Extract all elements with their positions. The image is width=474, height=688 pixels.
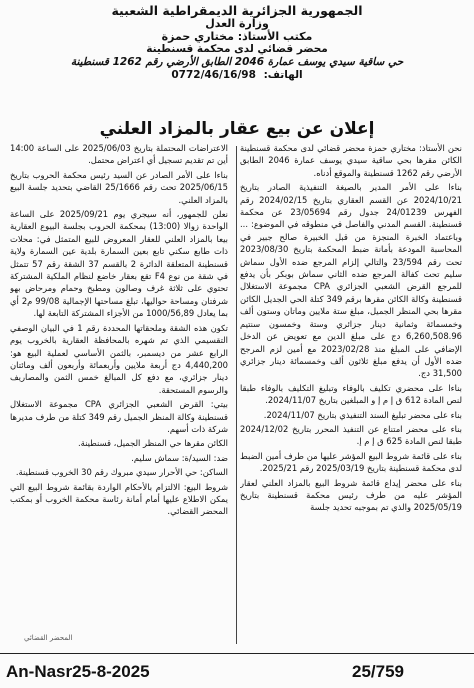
phone-label: الهاتف: — [263, 69, 303, 81]
paragraph: بناءا على محضري تكليف بالوفاء وتبليغ التكليف بالوفاء طبقا لنص المادة 612 ق إ م إ و المبلغين بتاريخ 2024/11/07. — [240, 382, 462, 406]
publication-footer — [0, 653, 474, 688]
paragraph: بيتي: القرض الشعبي الجزائري CPA مجموعة الاستغلال قسنطينة وكالة المنظر الجميل رقم 349 كتلة من طرف مديرها شركة ذات أسهم. — [10, 399, 228, 434]
court-header — [0, 4, 474, 82]
column-divider — [236, 146, 237, 644]
left-column-text — [10, 142, 228, 648]
office-name: مكتب الأستاذ: مختاري حمزة — [161, 30, 313, 43]
ministry-name: وزارة العدل — [205, 17, 269, 30]
paragraph: شروط البيع: الالتزام بالأحكام الواردة بقائمة شروط البيع التي يمكن الاطلاع عليها أمام أمانة رئاسة محكمة الخروب أو بمكتب المحضر القضائي. — [10, 481, 228, 517]
newspaper-date: An-Nasr25-8-2025 — [6, 662, 150, 681]
paragraph: بناء على محضر تبليغ السند التنفيذي بتاريخ 2024/11/07. — [263, 409, 462, 420]
notice-title: إعلان عن بيع عقار بالمزاد العلني — [99, 119, 375, 139]
paragraph: بناء على محضر امتناع عن التنفيذ المحرر بتاريخ 2024/12/02 طبقا لنص المادة 625 ق إ م إ. — [240, 423, 462, 447]
paragraph: الاعتراضات المحتملة بتاريخ 2025/06/03 على الساعة 14:00 أين تم تقديم تسجيل أي اعتراض محتمل. — [10, 143, 228, 166]
notice-number: 25/759 — [352, 662, 404, 681]
paragraph: ضد: السيد/ة: سماش سليم. — [131, 452, 228, 463]
paragraph: الكائن مقرها حي المنظر الجميل، قسنطينة. — [77, 438, 228, 449]
right-column-text — [240, 142, 462, 648]
paragraph: نحن الأستاذ: مختاري حمزة محضر قضائي لدى محكمة قسنطينة الكائن مقرها بحي ساقية سيدي يوسف عمارة 2046 الطابق الأرضي رقم 1262 قسنطينة والموقع أدناه. — [240, 143, 462, 178]
paragraph: الساكن: حي الأحرار سيدي مبروك رقم 30 الخروب قسنطينة. — [15, 467, 228, 478]
phone-line — [0, 69, 474, 82]
paragraph: تكون هذه الشقة وملحقاتها المحددة رقم 1 في البيان الوصفي التقسيمي الذي تم شهره بالمحافظة العقارية بالخروب يوم الرابع عشر من ديسمبر، بالثمن الأساسي لعملية البيع هو: 4,440,200 دج أربعة ملايين وأربعمائة وأربعون ألف ومائتان دينار جزائري، مع دفع كل المبالغ خمس الثمن والمصاريف والرسوم المستحقة. — [10, 322, 228, 395]
phone-number: 0772/46/16/98 — [171, 69, 256, 81]
paragraph: بناء على قائمة شروط البيع المؤشر عليها من طرف أمين الضبط لدى محكمة قسنطينة بتاريخ 2025/03/19 رقم 2025/21. — [240, 450, 462, 474]
paragraph: بناءا على الأمر الصادر عن السيد رئيس محكمة الحروب بتاريخ 2025/06/15 تحت رقم 25/1666 القاضي بتحديد جلسة البيع بالمزاد العلني. — [10, 169, 228, 205]
republic-name: الجمهورية الجزائرية الديمقراطية الشعبية — [111, 3, 363, 18]
bailiff-title: محضر قضائي لدى محكمة قسنطينة — [146, 43, 328, 55]
bailiff-signature: المحضر القضائي — [24, 634, 73, 642]
paragraph: بناء على محضر إيداع قائمة شروط البيع بالمزاد العلني لعقار المؤشر عليه من طرف رئيس محكمة قسنطينة بتاريخ 2025/05/19 والذي تم بموجبه تحديد جلسة — [240, 477, 462, 513]
office-address: حي ساقية سيدي يوسف عمارة 2046 الطابق الأرضي رقم 1262 قسنطينة — [70, 56, 404, 68]
paragraph: نعلن للجمهور، أنه سيجري يوم 2025/09/21 على الساعة الواحدة زوالا (13:00) بمحكمة الحروب بجلسة البيوع العقارية بيعا بالمزاد العلني للعقار المعروض للبيع المتمثل في: محلات ذات طابع سكني تابع بعين السمارة بلدية عين السمارة ولاية قسنطينة المتعلقة الدائرة 2 بالقسم 37 الشقة رقم 57 تتمثل في شقة من نوع F4 تقع بعقار خاضع لنظام الملكية المشتركة تحتوي على ثلاثة غرف وصالون ومطبخ وحمام ومرحاض بهو شرفتان ومساحة حواليها، تبلغ مساحتها الإجمالية 99/08 م2 أي بما يعادل 1000/56,89 من الأجزاء المشتركة التابعة لها. — [10, 209, 228, 319]
paragraph: بناءا على الأمر المدير بالصيغة التنفيذية الصادر بتاريخ 2024/10/21 عن القسم العقاري بتاريخ 2024/02/15 رقم الفهرس 24/01239 جدول رقم 23/05694 عن محكمة قسنطينة. القسم المدني والفاصل في منطوقه في الموضوع: ... وباعتماد الخبرة المنجزة من قبل الخبيرة صالح جبير في المحاسبة المودعة بأمانة ضبط المحكمة بتاريخ 2023/08/30 تحت رقم 23/594 والتالي إلزام المرجع ضده الأول سماش سليم تحت كفالة المرجع ضده الثاني سماش بوبكر بأن يدفع للمرجع القرض الشعبي الجزائري CPA مجموعة الاستغلال قسنطينة وكالة الكائن مقرها برقم 349 كتلة الحي الجديل الكائن مقرها بحي المنظر الجميل، مبلغ ستة ملايين وماتان وستون ألف وخمسمائة وثمانية دينار جزائري وستة وخمسون سنتيم 6,260,508.96 دج على مبلغ الدين مع تعويض عن الدخل الإضافي على المبلغ منذ 2023/02/28 مع أمين لزم المرجح ضده الأول أن يدفع مبلغ ثلاثون ألف وخمسمائة دينار جزائري 31,500 دج. — [240, 182, 462, 379]
